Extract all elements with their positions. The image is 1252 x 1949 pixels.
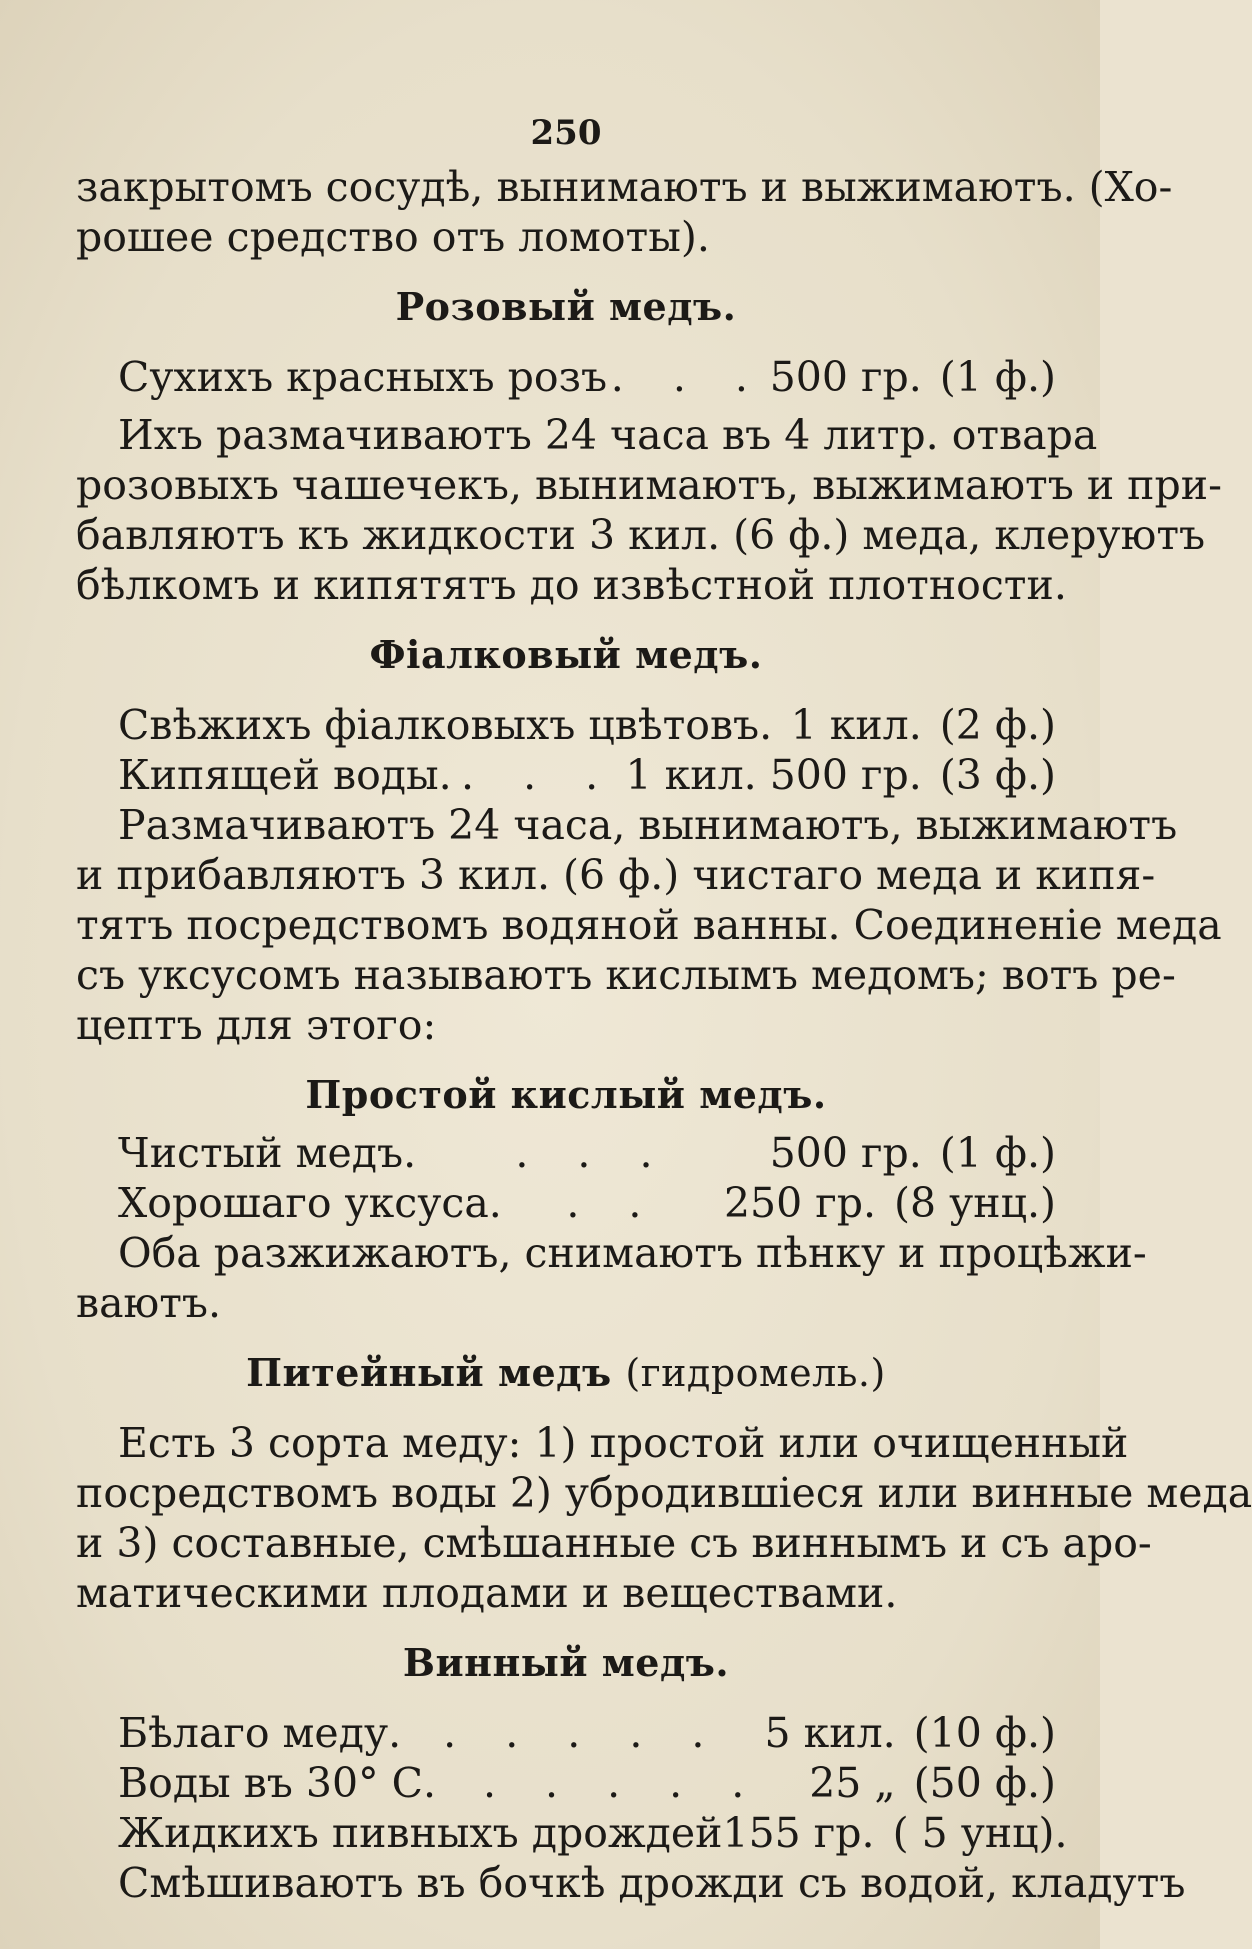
- text-line: закрытомъ сосудѣ, вынимаютъ и выжимаютъ. (Хо-: [76, 163, 1173, 211]
- text-line: матическими плодами и веществами.: [76, 1569, 898, 1617]
- ingredient-quantity: 250 гр.: [723, 1179, 877, 1227]
- text-line: и прибавляютъ 3 кил. (6 ф.) чистаго меда и кипя-: [76, 851, 1156, 899]
- leader-dots: . . .: [461, 751, 617, 799]
- text-line: бѣлкомъ и кипятятъ до извѣстной плотности.: [76, 561, 1067, 609]
- ingredient-name: Воды въ 30° С.: [118, 1759, 437, 1807]
- ingredient-row: [118, 750, 1056, 800]
- ingredient-quantity: 155 гр.: [722, 1809, 875, 1857]
- ingredient-quantity-alt: (2 ф.): [939, 701, 1056, 749]
- text-line: розовыхъ чашечекъ, вынимаютъ, выжимаютъ и при-: [76, 461, 1222, 509]
- ingredient-quantity: 500 гр.: [769, 353, 922, 401]
- leader-dots: . .: [566, 1179, 660, 1227]
- text-line: ваютъ.: [76, 1279, 222, 1327]
- ingredient-name: Жидкихъ пивныхъ дрождей: [118, 1809, 723, 1857]
- text-line: Оба разжижаютъ, снимаютъ пѣнку и процѣжи-: [118, 1229, 1147, 1277]
- ingredient-quantity: 1 кил.: [790, 701, 922, 749]
- ingredient-quantity-alt: (1 ф.): [939, 353, 1056, 401]
- text-line: рошее средство отъ ломоты).: [76, 213, 710, 261]
- section-heading-rose: Розовый медъ.: [395, 284, 737, 329]
- ingredient-row: [118, 352, 1056, 402]
- ingredient-row: [118, 1178, 1056, 1228]
- ingredient-row: [118, 1128, 1056, 1178]
- page-number: 250: [530, 113, 602, 153]
- text-line: цептъ для этого:: [76, 1001, 437, 1049]
- section-heading-hydromel: [76, 1348, 1056, 1398]
- ingredient-row: [118, 1808, 1068, 1858]
- text-line: Ихъ размачиваютъ 24 часа въ 4 литр. отвара: [118, 411, 1098, 459]
- section-heading-title: Питейный медъ: [246, 1350, 612, 1395]
- ingredient-name: Хорошаго уксуса.: [118, 1179, 502, 1227]
- ingredient-quantity-alt: (3 ф.): [939, 751, 1056, 799]
- text-line: съ уксусомъ называютъ кислымъ медомъ; вотъ ре-: [76, 951, 1176, 999]
- ingredient-quantity-alt: (8 унц.): [894, 1179, 1056, 1227]
- ingredient-quantity: 500 гр.: [769, 1129, 922, 1177]
- text-line: бавляютъ къ жидкости 3 кил. (6 ф.) меда, клеруютъ: [76, 511, 1206, 559]
- text-line: Смѣшиваютъ въ бочкѣ дрожди съ водой, кладутъ: [118, 1859, 1186, 1907]
- ingredient-name: Свѣжихъ фіалковыхъ цвѣтовъ.: [118, 701, 773, 749]
- section-heading-violet: Фіалковый медъ.: [369, 632, 763, 677]
- leader-dots: [772, 700, 790, 750]
- section-heading-note: (гидромель.): [625, 1351, 886, 1395]
- ingredient-quantity: 5 кил.: [764, 1709, 896, 1757]
- ingredient-name: Бѣлаго меду.: [118, 1709, 402, 1757]
- ingredient-row: [118, 1708, 1056, 1758]
- leader-dots: . . .: [610, 353, 766, 401]
- ingredient-name: Кипящей воды.: [118, 751, 452, 799]
- section-heading-wine: Винный медъ.: [402, 1640, 730, 1685]
- text-line: тятъ посредствомъ водяной ванны. Соединеніе меда: [76, 901, 1222, 949]
- ingredient-quantity: 1 кил. 500 гр.: [625, 751, 922, 799]
- section-heading-sour: Простой кислый медъ.: [305, 1072, 827, 1117]
- ingredient-quantity-alt: (1 ф.): [939, 1129, 1056, 1177]
- ingredient-quantity-alt: (10 ф.): [913, 1709, 1056, 1757]
- ingredient-quantity-alt: (50 ф.): [913, 1759, 1056, 1807]
- text-line: и 3) составные, смѣшанные съ виннымъ и съ аро-: [76, 1519, 1152, 1567]
- ingredient-row: [118, 700, 1056, 750]
- ingredient-name: Сухихъ красныхъ розъ: [118, 353, 608, 401]
- leader-dots: . . .: [515, 1129, 671, 1177]
- leader-dots: . . . . .: [443, 1709, 723, 1757]
- leader-dots: . . . . .: [482, 1759, 763, 1807]
- ingredient-quantity: 25 „: [809, 1759, 896, 1807]
- ingredient-name: Чистый медъ.: [118, 1129, 417, 1177]
- text-line: посредствомъ воды 2) убродившіеся или винные меда: [76, 1469, 1252, 1517]
- ingredient-quantity-alt: ( 5 унц).: [892, 1809, 1068, 1857]
- text-line: Размачиваютъ 24 часа, вынимаютъ, выжимаютъ: [118, 801, 1178, 849]
- ingredient-row: [118, 1758, 1056, 1808]
- text-line: Есть 3 сорта меду: 1) простой или очищенный: [118, 1419, 1129, 1467]
